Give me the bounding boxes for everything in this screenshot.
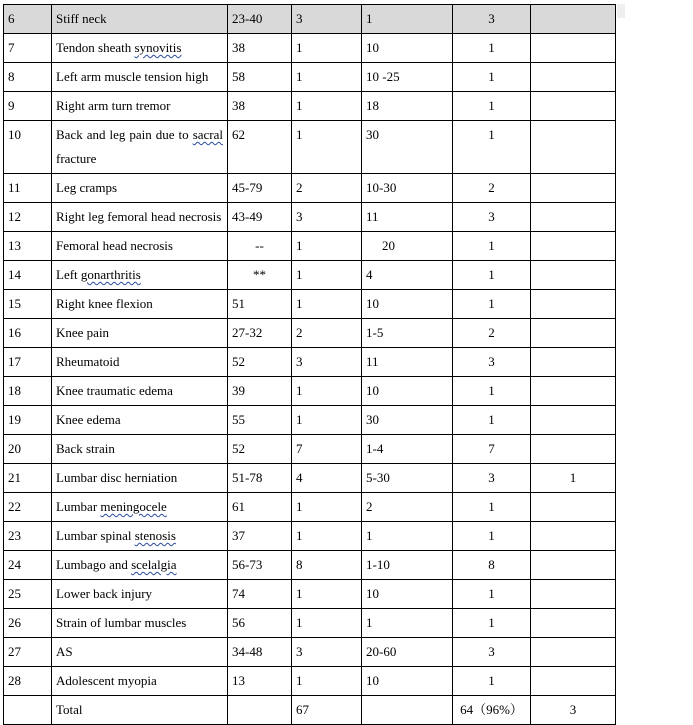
cell-improved: [531, 261, 616, 290]
table-row: [4, 667, 616, 696]
cell-sessions: 1: [362, 522, 453, 551]
cell-cured: 1: [453, 609, 531, 638]
table-row: [4, 34, 616, 63]
cell-sessions: 10: [362, 377, 453, 406]
cell-cured: 3: [453, 5, 531, 34]
cell-sessions: 4: [362, 261, 453, 290]
cell-number: 22: [4, 493, 52, 522]
table-row: [4, 232, 616, 261]
cell-number: 16: [4, 319, 52, 348]
cell-cured: 1: [453, 522, 531, 551]
scrollbar[interactable]: [617, 4, 625, 18]
table-body: [4, 5, 616, 725]
cell-condition: Strain of lumbar muscles: [52, 609, 228, 638]
cell-age: 38: [228, 34, 292, 63]
cell-number: 24: [4, 551, 52, 580]
cell-improved: [531, 174, 616, 203]
cell-condition: Right leg femoral head necrosis: [52, 203, 228, 232]
table-row: [4, 551, 616, 580]
cell-cured: 1: [453, 261, 531, 290]
cell-condition: Right knee flexion: [52, 290, 228, 319]
table-row: [4, 92, 616, 121]
cell-improved: [531, 34, 616, 63]
cell-sessions: 30: [362, 406, 453, 435]
cell-age: 13: [228, 667, 292, 696]
cell-cases: 3: [292, 5, 362, 34]
cell-cases: 1: [292, 290, 362, 319]
cell-improved: [531, 203, 616, 232]
cell-condition: Back strain: [52, 435, 228, 464]
spellcheck-word: gonarthritis: [80, 267, 141, 282]
cell-number: 17: [4, 348, 52, 377]
cell-condition: Lumbar spinal stenosis: [52, 522, 228, 551]
treatment-results-table: [3, 4, 616, 725]
cell-age: 74: [228, 580, 292, 609]
cell-sessions: 10: [362, 580, 453, 609]
table-row: [4, 609, 616, 638]
cell-improved: [531, 377, 616, 406]
table-row: [4, 348, 616, 377]
cell-condition: Tendon sheath synovitis: [52, 34, 228, 63]
cell-sessions: 11: [362, 203, 453, 232]
cell-cases: 1: [292, 667, 362, 696]
table-row: [4, 121, 616, 174]
cell-number: 28: [4, 667, 52, 696]
cell-cases: 1: [292, 522, 362, 551]
cell-improved: [531, 63, 616, 92]
cell-sessions: 2: [362, 493, 453, 522]
cell-condition: Knee pain: [52, 319, 228, 348]
cell-cured: 1: [453, 493, 531, 522]
cell-cases: 1: [292, 34, 362, 63]
table-row: [4, 406, 616, 435]
cell-cured: 1: [453, 121, 531, 174]
table-row: [4, 319, 616, 348]
cell-improved: [531, 319, 616, 348]
cell-age: 62: [228, 121, 292, 174]
cell-sessions: 18: [362, 92, 453, 121]
cell-age: 58: [228, 63, 292, 92]
cell-cases: 2: [292, 174, 362, 203]
cell-sessions: [362, 696, 453, 725]
cell-cases: 1: [292, 63, 362, 92]
cell-condition: Knee traumatic edema: [52, 377, 228, 406]
cell-age: 56: [228, 609, 292, 638]
cell-age: 45-79: [228, 174, 292, 203]
cell-condition: Lower back injury: [52, 580, 228, 609]
cell-number: 9: [4, 92, 52, 121]
cell-number: 15: [4, 290, 52, 319]
cell-improved: [531, 348, 616, 377]
cell-cases: 1: [292, 121, 362, 174]
cell-cured: 1: [453, 34, 531, 63]
cell-cases: 4: [292, 464, 362, 493]
cell-cured: 1: [453, 377, 531, 406]
cell-age: 51: [228, 290, 292, 319]
cell-condition: Right arm turn tremor: [52, 92, 228, 121]
cell-cured: 1: [453, 580, 531, 609]
cell-cases: 3: [292, 203, 362, 232]
cell-improved: [531, 551, 616, 580]
cell-number: 19: [4, 406, 52, 435]
cell-cured: 1: [453, 667, 531, 696]
table-row: [4, 203, 616, 232]
cell-sessions: 10: [362, 290, 453, 319]
cell-condition: Back and leg pain due to sacral fracture: [52, 121, 228, 174]
spellcheck-word: scelalgia: [131, 557, 177, 572]
cell-age: 38: [228, 92, 292, 121]
cell-sessions: 11: [362, 348, 453, 377]
cell-cured: 1: [453, 92, 531, 121]
spellcheck-word: stenosis: [134, 528, 176, 543]
cell-condition: Left arm muscle tension high: [52, 63, 228, 92]
cell-improved: [531, 290, 616, 319]
table-row: [4, 290, 616, 319]
cell-condition: Lumbar disc herniation: [52, 464, 228, 493]
cell-number: 14: [4, 261, 52, 290]
cell-sessions: 10-30: [362, 174, 453, 203]
cell-cured: 64（96%）: [453, 696, 531, 725]
cell-age: 51-78: [228, 464, 292, 493]
cell-cases: 67: [292, 696, 362, 725]
cell-improved: [531, 638, 616, 667]
cell-cured: 3: [453, 348, 531, 377]
cell-condition: Femoral head necrosis: [52, 232, 228, 261]
cell-improved: [531, 5, 616, 34]
cell-number: 27: [4, 638, 52, 667]
spellcheck-word: sacral: [192, 127, 223, 142]
cell-age: 37: [228, 522, 292, 551]
cell-sessions: 10: [362, 667, 453, 696]
cell-age: 61: [228, 493, 292, 522]
table-row: [4, 522, 616, 551]
cell-cases: 1: [292, 377, 362, 406]
cell-sessions: 5-30: [362, 464, 453, 493]
cell-sessions: 20: [362, 232, 453, 261]
cell-number: 26: [4, 609, 52, 638]
cell-cases: 1: [292, 609, 362, 638]
cell-cured: 3: [453, 464, 531, 493]
cell-number: 6: [4, 5, 52, 34]
table-row: [4, 174, 616, 203]
cell-number: [4, 696, 52, 725]
table-row: [4, 696, 616, 725]
spellcheck-word: meningocele: [100, 499, 167, 514]
cell-improved: [531, 609, 616, 638]
cell-number: 25: [4, 580, 52, 609]
cell-cured: 1: [453, 290, 531, 319]
cell-cases: 1: [292, 92, 362, 121]
cell-number: 20: [4, 435, 52, 464]
cell-cured: 2: [453, 319, 531, 348]
cell-cases: 1: [292, 261, 362, 290]
cell-improved: [531, 92, 616, 121]
cell-improved: [531, 232, 616, 261]
cell-age: --: [228, 232, 292, 261]
table-row: [4, 580, 616, 609]
cell-sessions: 10: [362, 34, 453, 63]
cell-condition: Total: [52, 696, 228, 725]
cell-improved: [531, 522, 616, 551]
cell-sessions: 1-10: [362, 551, 453, 580]
cell-cured: 2: [453, 174, 531, 203]
cell-improved: [531, 121, 616, 174]
cell-cases: 1: [292, 406, 362, 435]
cell-age: 56-73: [228, 551, 292, 580]
cell-improved: [531, 667, 616, 696]
cell-condition: Lumbago and scelalgia: [52, 551, 228, 580]
cell-condition: Knee edema: [52, 406, 228, 435]
table-row: [4, 493, 616, 522]
cell-cured: 1: [453, 406, 531, 435]
cell-number: 21: [4, 464, 52, 493]
cell-number: 10: [4, 121, 52, 174]
cell-age: 52: [228, 348, 292, 377]
cell-sessions: 10 -25: [362, 63, 453, 92]
cell-condition: Lumbar meningocele: [52, 493, 228, 522]
cell-condition: Adolescent myopia: [52, 667, 228, 696]
cell-sessions: 20-60: [362, 638, 453, 667]
cell-sessions: 1-4: [362, 435, 453, 464]
cell-age: 52: [228, 435, 292, 464]
cell-condition: Stiff neck: [52, 5, 228, 34]
cell-improved: [531, 406, 616, 435]
cell-sessions: 30: [362, 121, 453, 174]
table-row: [4, 261, 616, 290]
cell-cured: 3: [453, 203, 531, 232]
cell-cured: 1: [453, 232, 531, 261]
cell-age: 55: [228, 406, 292, 435]
table-row: [4, 464, 616, 493]
cell-improved: 3: [531, 696, 616, 725]
table-row: [4, 377, 616, 406]
cell-cases: 3: [292, 638, 362, 667]
cell-cases: 1: [292, 232, 362, 261]
cell-cases: 7: [292, 435, 362, 464]
cell-age: [228, 696, 292, 725]
spellcheck-word: synovitis: [134, 40, 182, 55]
cell-improved: [531, 493, 616, 522]
table-row: [4, 5, 616, 34]
cell-cases: 1: [292, 493, 362, 522]
cell-age: 34-48: [228, 638, 292, 667]
cell-cases: 1: [292, 580, 362, 609]
table-row: [4, 435, 616, 464]
cell-condition: AS: [52, 638, 228, 667]
cell-sessions: 1: [362, 609, 453, 638]
cell-cases: 3: [292, 348, 362, 377]
table-row: [4, 638, 616, 667]
cell-age: **: [228, 261, 292, 290]
cell-cured: 8: [453, 551, 531, 580]
cell-cases: 2: [292, 319, 362, 348]
cell-number: 12: [4, 203, 52, 232]
cell-condition: Left gonarthritis: [52, 261, 228, 290]
table-row: [4, 63, 616, 92]
cell-condition: Rheumatoid: [52, 348, 228, 377]
cell-number: 7: [4, 34, 52, 63]
cell-age: 39: [228, 377, 292, 406]
cell-number: 8: [4, 63, 52, 92]
cell-sessions: 1-5: [362, 319, 453, 348]
cell-improved: 1: [531, 464, 616, 493]
cell-age: 27-32: [228, 319, 292, 348]
cell-number: 23: [4, 522, 52, 551]
cell-age: 23-40: [228, 5, 292, 34]
document-page: [3, 4, 616, 725]
cell-condition: Leg cramps: [52, 174, 228, 203]
cell-number: 11: [4, 174, 52, 203]
cell-number: 13: [4, 232, 52, 261]
cell-improved: [531, 580, 616, 609]
cell-improved: [531, 435, 616, 464]
cell-cured: 7: [453, 435, 531, 464]
cell-cured: 3: [453, 638, 531, 667]
cell-sessions: 1: [362, 5, 453, 34]
cell-cases: 8: [292, 551, 362, 580]
cell-cured: 1: [453, 63, 531, 92]
cell-age: 43-49: [228, 203, 292, 232]
cell-number: 18: [4, 377, 52, 406]
